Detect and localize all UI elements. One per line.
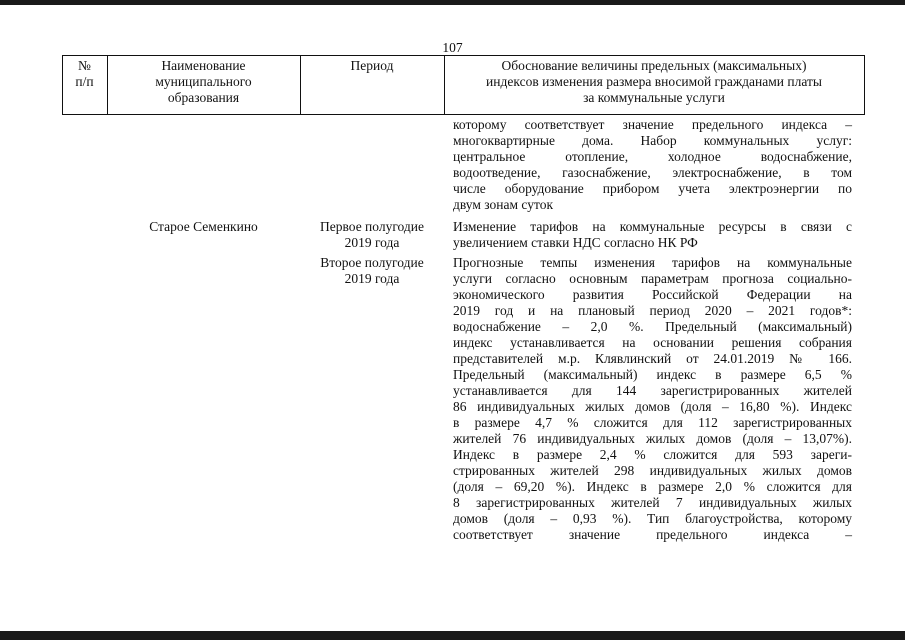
header-municipality: Наименование муниципального образования [155, 58, 252, 105]
table-header-bottom-rule [62, 114, 865, 115]
scan-top-border [0, 0, 905, 5]
basis-continuation: которому соответствует значение предельного индекса – многоквартирные дома. Набор коммунальных услуг: центральное отопление, холодное водоснабжение, водоотведение, газоснабжение, электроснабжение, в том числе оборудование прибором учета электроэнергии по двум зонам суток [453, 117, 852, 212]
header-basis: Обоснование величины предельных (максимальных) индексов изменения размера вносимой гражданами платы за коммунальные услуги [486, 58, 822, 105]
municipality-name: Старое Семенкино [149, 219, 258, 234]
period-first-half: Первое полугодие 2019 года [320, 219, 424, 250]
basis-forecast: Прогнозные темпы изменения тарифов на коммунальные услуги согласно основным параметрам прогноза социально- экономического развития Российской Федерации на 2019 год и на плановый период 2020 – 2021 годов*: водоснабжение – 2,0 %. Предельный (максимальный) индекс устанавливается на основании решения собрания представителей м.р. Клявлинский от 24.01.2019 № 166. Предельный (максимальный) индекс в размере 6,5 % устанавливается для 144 зарегистрированных жителей 86 индивидуальных жилых домов (доля – 16,80 %). Индекс в размере 4,7 % сложится для 112 зарегистрированных жителей 76 индивидуальных жилых домов (доля – 13,07%). Индекс в размере 2,4 % сложится для 593 зареги- стрированных жителей 298 индивидуальных жилых домов (доля – 69,20 %). Индекс в размере 2,0 % сложится для 8 зарегистрированных жителей 7 индивидуальных жилых домов (доля – 0,93 %). Тип благоустройства, которому соответствует значение предельного индекса – [453, 255, 852, 542]
page-number: 107 [442, 40, 463, 55]
scan-bottom-border [0, 631, 905, 640]
table-right-rule [864, 55, 865, 115]
header-period: Период [350, 58, 394, 73]
period-second-half: Второе полугодие 2019 года [320, 255, 424, 286]
basis-vat-change: Изменение тарифов на коммунальные ресурсы в связи с увеличением ставки НДС согласно НК РФ [453, 219, 852, 250]
table-top-rule [62, 55, 865, 56]
header-number: № п/п [75, 58, 94, 89]
